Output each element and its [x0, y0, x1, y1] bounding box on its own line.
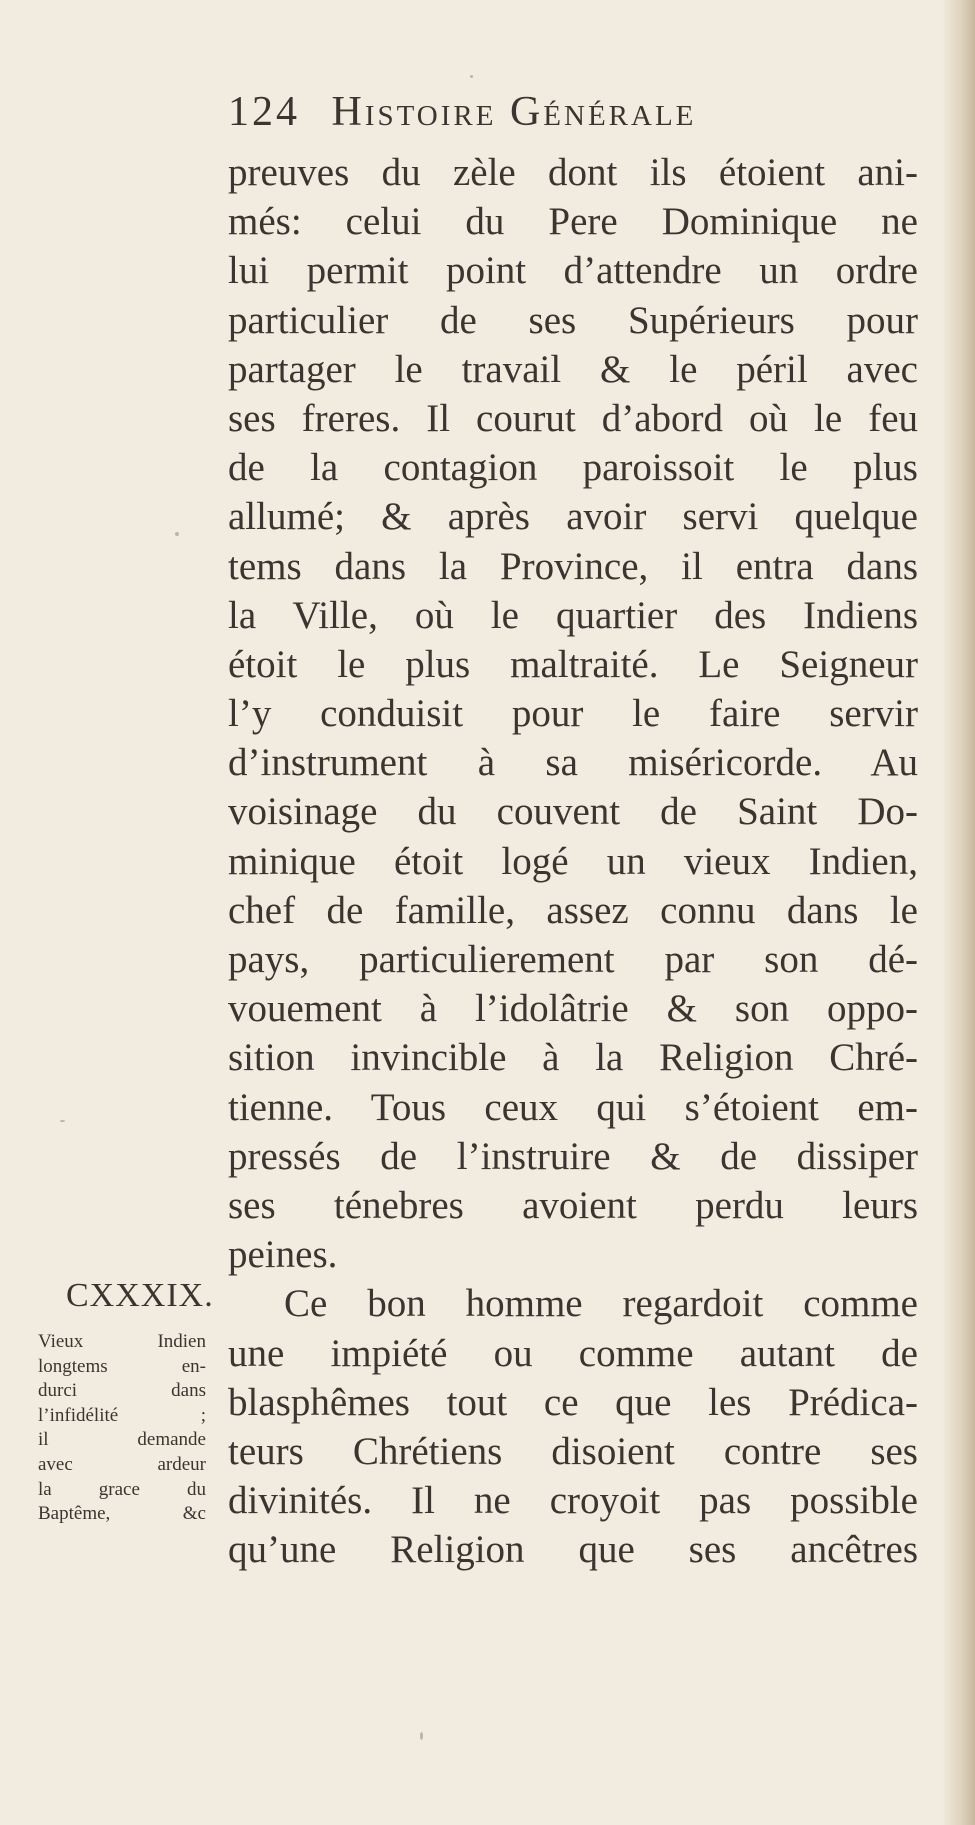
section-number: CXXXIX.	[66, 1277, 214, 1314]
running-title: Histoire Générale	[331, 89, 697, 135]
text-line: allumé; & après avoir servi quelque	[228, 495, 918, 539]
text-line: Ce bon homme regardoit comme	[284, 1282, 918, 1326]
paper-speck	[60, 1120, 65, 1122]
text-line: la Ville, où le quartier des Indiens	[228, 593, 918, 637]
text-line: particulier de ses Supérieurs pour	[228, 298, 918, 342]
text-line: pays, particulierement par son dé-	[228, 938, 918, 981]
text-line: ses ténebres avoient perdu leurs	[228, 1183, 918, 1227]
margin-note	[38, 1330, 206, 1527]
running-header	[228, 88, 878, 136]
text-line: més: celui du Pere Dominique ne	[228, 200, 918, 244]
text-line: lui permit point d’attendre un ordre	[228, 249, 918, 293]
body-text	[228, 148, 918, 1574]
text-line: une impiété ou comme autant de	[228, 1331, 918, 1375]
margin-note-line: la grace du	[38, 1478, 206, 1500]
text-line: qu’une Religion que ses ancêtres	[228, 1528, 918, 1572]
text-line: divinités. Il ne croyoit pas possible	[228, 1479, 918, 1523]
text-line: partager le travail & le péril avec	[228, 347, 918, 391]
text-line: sition invincible à la Religion Chré-	[228, 1036, 918, 1080]
text-line: minique étoit logé un vieux Indien,	[228, 839, 918, 883]
paper-speck	[470, 75, 473, 78]
margin-note-line: longtems en-	[38, 1355, 206, 1377]
paragraph-1	[228, 148, 918, 1279]
text-line: d’instrument à sa miséricorde. Au	[228, 741, 918, 785]
margin-note-line: durci dans	[38, 1380, 206, 1402]
margin-note-line: Baptême, &c	[38, 1503, 206, 1525]
paragraph-2	[228, 1279, 918, 1574]
text-line: l’y conduisit pour le faire servir	[228, 692, 918, 736]
paper-speck	[420, 1732, 423, 1740]
margin-note-line: avec ardeur	[38, 1453, 206, 1475]
page-edge	[941, 0, 975, 1825]
paper-speck	[175, 532, 179, 536]
margin-note-line: l’infidélité ;	[38, 1404, 206, 1426]
text-line: preuves du zèle dont ils étoient ani-	[228, 151, 918, 194]
margin-note-line: Vieux Indien	[38, 1331, 206, 1352]
page-number: 124	[228, 89, 300, 135]
text-line: tienne. Tous ceux qui s’étoient em-	[228, 1085, 918, 1129]
text-line: teurs Chrétiens disoient contre ses	[228, 1429, 918, 1473]
text-line: voisinage du couvent de Saint Do-	[228, 790, 918, 834]
text-line: ses freres. Il courut d’abord où le feu	[228, 396, 918, 440]
text-line: de la contagion paroissoit le plus	[228, 446, 918, 490]
text-line: pressés de l’instruire & de dissiper	[228, 1134, 918, 1178]
text-line: étoit le plus maltraité. Le Seigneur	[228, 642, 918, 686]
text-line: chef de famille, assez connu dans le	[228, 888, 918, 932]
text-line: blasphêmes tout ce que les Prédica-	[228, 1380, 918, 1424]
text-line: peines.	[228, 1233, 338, 1277]
text-line: tems dans la Province, il entra dans	[228, 544, 918, 588]
margin-note-line: il demande	[38, 1429, 206, 1451]
text-line: vouement à l’idolâtrie & son oppo-	[228, 987, 918, 1031]
